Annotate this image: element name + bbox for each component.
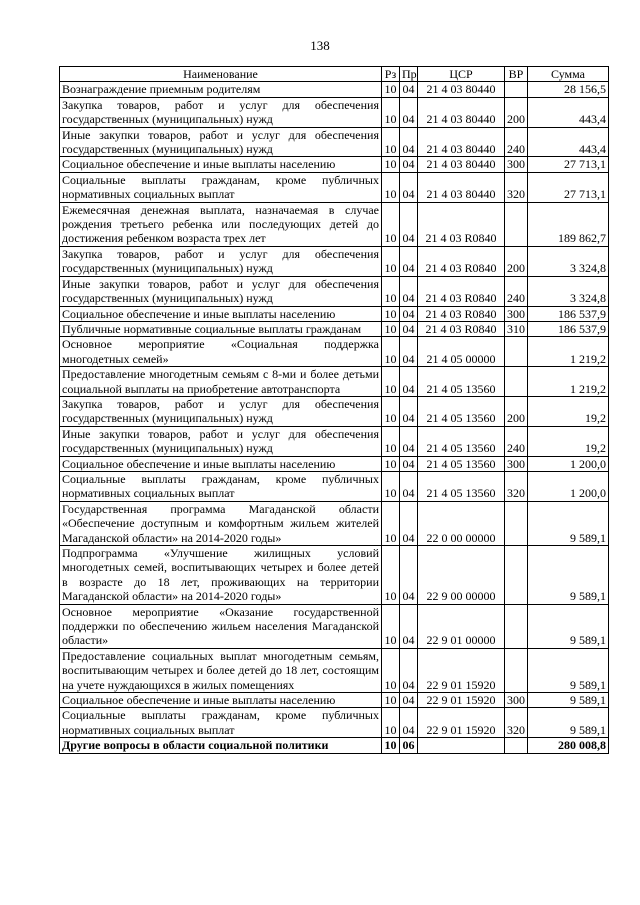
cell-name: Социальные выплаты гражданам, кроме публичных нормативных социальных выплат: [60, 708, 382, 738]
cell-csr: 22 9 01 00000: [418, 604, 505, 648]
header-pr: Пр: [400, 67, 418, 82]
table-row: [60, 396, 609, 426]
cell-csr: 21 4 03 80440: [418, 97, 505, 127]
cell-pr: 04: [400, 306, 418, 321]
cell-name: Закупка товаров, работ и услуг для обеспечения государственных (муниципальных) нужд: [60, 246, 382, 276]
table-total-row: [60, 738, 609, 753]
cell-csr: 21 4 03 R0840: [418, 321, 505, 336]
cell-name: Предоставление многодетным семьям с 8-ми и более детьми социальной выплаты на приобретение автотранспорта: [60, 367, 382, 397]
cell-sum: 186 537,9: [528, 321, 609, 336]
cell-sum: 186 537,9: [528, 306, 609, 321]
cell-pr: 04: [400, 321, 418, 336]
cell-rz: 10: [382, 426, 400, 456]
cell-name: Основное мероприятие «Социальная поддержка многодетных семей»: [60, 337, 382, 367]
header-csr: ЦСР: [418, 67, 505, 82]
cell-sum: 3 324,8: [528, 246, 609, 276]
table-row: [60, 708, 609, 738]
cell-csr: 21 4 03 R0840: [418, 276, 505, 306]
table-row: [60, 306, 609, 321]
cell-rz: 10: [382, 157, 400, 172]
cell-vr: 300: [505, 693, 528, 708]
cell-vr: 300: [505, 157, 528, 172]
cell-pr: 04: [400, 157, 418, 172]
cell-name: Социальные выплаты гражданам, кроме публичных нормативных социальных выплат: [60, 172, 382, 202]
cell-sum: 1 200,0: [528, 456, 609, 471]
cell-vr: 320: [505, 708, 528, 738]
cell-rz: 10: [382, 306, 400, 321]
table-row: [60, 337, 609, 367]
cell-rz: 10: [382, 738, 400, 753]
cell-vr: [505, 202, 528, 246]
cell-sum: 9 589,1: [528, 546, 609, 605]
cell-sum: 19,2: [528, 396, 609, 426]
cell-rz: 10: [382, 82, 400, 97]
table-row: [60, 172, 609, 202]
cell-name: Подпрограмма «Улучшение жилищных условий многодетных семей, воспитывающих четырех и более детей в возрасте до 18 лет, проживающих на территории Магаданской области» на 2014-2020 годы»: [60, 546, 382, 605]
cell-name: Государственная программа Магаданской области «Обеспечение доступным и комфортным жильем жителей Магаданской области» на 2014-2020 годы»: [60, 501, 382, 545]
cell-csr: 21 4 05 13560: [418, 471, 505, 501]
page-number: 138: [310, 38, 330, 53]
cell-name: Закупка товаров, работ и услуг для обеспечения государственных (муниципальных) нужд: [60, 396, 382, 426]
cell-sum: 3 324,8: [528, 276, 609, 306]
cell-vr: 310: [505, 321, 528, 336]
cell-sum: 27 713,1: [528, 172, 609, 202]
cell-pr: 04: [400, 337, 418, 367]
cell-sum: 27 713,1: [528, 157, 609, 172]
cell-pr: 04: [400, 471, 418, 501]
table-row: [60, 426, 609, 456]
cell-vr: [505, 367, 528, 397]
cell-vr: [505, 337, 528, 367]
cell-pr: 04: [400, 246, 418, 276]
cell-csr: 21 4 05 13560: [418, 426, 505, 456]
cell-pr: 04: [400, 202, 418, 246]
cell-rz: 10: [382, 97, 400, 127]
cell-csr: 21 4 03 R0840: [418, 246, 505, 276]
cell-pr: 06: [400, 738, 418, 753]
cell-sum: 443,4: [528, 97, 609, 127]
cell-csr: 21 4 05 13560: [418, 396, 505, 426]
cell-rz: 10: [382, 693, 400, 708]
cell-pr: 04: [400, 127, 418, 157]
cell-rz: 10: [382, 127, 400, 157]
cell-name: Предоставление социальных выплат многодетным семьям, воспитывающим четырех и более детей до 18 лет, состоящим на учете нуждающихся в жилых помещениях: [60, 648, 382, 692]
table-row: [60, 246, 609, 276]
cell-csr: 21 4 03 80440: [418, 157, 505, 172]
cell-pr: 04: [400, 276, 418, 306]
table-row: [60, 321, 609, 336]
cell-name: Социальное обеспечение и иные выплаты населению: [60, 306, 382, 321]
table-row: [60, 276, 609, 306]
cell-csr: [418, 738, 505, 753]
cell-pr: 04: [400, 426, 418, 456]
cell-sum: 9 589,1: [528, 501, 609, 545]
cell-csr: 21 4 03 80440: [418, 127, 505, 157]
cell-rz: 10: [382, 546, 400, 605]
cell-rz: 10: [382, 337, 400, 367]
cell-pr: 04: [400, 546, 418, 605]
table-row: [60, 202, 609, 246]
cell-rz: 10: [382, 456, 400, 471]
header-vr: ВР: [505, 67, 528, 82]
table-row: [60, 604, 609, 648]
table-row: [60, 456, 609, 471]
cell-pr: 04: [400, 693, 418, 708]
cell-name: Другие вопросы в области социальной политики: [60, 738, 382, 753]
table-header-row: [60, 67, 609, 82]
cell-csr: 21 4 05 13560: [418, 456, 505, 471]
table-row: [60, 157, 609, 172]
cell-vr: 200: [505, 246, 528, 276]
table-row: [60, 97, 609, 127]
cell-csr: 22 9 01 15920: [418, 693, 505, 708]
cell-csr: 21 4 03 80440: [418, 82, 505, 97]
cell-vr: [505, 648, 528, 692]
cell-sum: 9 589,1: [528, 708, 609, 738]
budget-table: [59, 66, 609, 754]
cell-rz: 10: [382, 367, 400, 397]
cell-vr: [505, 82, 528, 97]
cell-csr: 21 4 03 R0840: [418, 202, 505, 246]
cell-csr: 21 4 05 13560: [418, 367, 505, 397]
cell-sum: 1 200,0: [528, 471, 609, 501]
cell-name: Иные закупки товаров, работ и услуг для обеспечения государственных (муниципальных) нужд: [60, 127, 382, 157]
cell-name: Социальное обеспечение и иные выплаты населению: [60, 693, 382, 708]
cell-rz: 10: [382, 471, 400, 501]
cell-pr: 04: [400, 367, 418, 397]
cell-rz: 10: [382, 648, 400, 692]
cell-pr: 04: [400, 456, 418, 471]
cell-name: Основное мероприятие «Оказание государственной поддержки по обеспечению жильем населения Магаданской области»: [60, 604, 382, 648]
cell-vr: 240: [505, 426, 528, 456]
table-row: [60, 471, 609, 501]
cell-vr: [505, 604, 528, 648]
cell-pr: 04: [400, 396, 418, 426]
cell-sum: 28 156,5: [528, 82, 609, 97]
cell-name: Социальное обеспечение и иные выплаты населению: [60, 157, 382, 172]
cell-vr: 240: [505, 276, 528, 306]
cell-name: Иные закупки товаров, работ и услуг для обеспечения государственных (муниципальных) нужд: [60, 426, 382, 456]
cell-csr: 21 4 03 R0840: [418, 306, 505, 321]
cell-vr: 240: [505, 127, 528, 157]
cell-sum: 189 862,7: [528, 202, 609, 246]
cell-sum: 280 008,8: [528, 738, 609, 753]
cell-sum: 9 589,1: [528, 648, 609, 692]
cell-rz: 10: [382, 246, 400, 276]
cell-vr: 320: [505, 172, 528, 202]
table-row: [60, 127, 609, 157]
cell-pr: 04: [400, 82, 418, 97]
cell-rz: 10: [382, 276, 400, 306]
cell-rz: 10: [382, 396, 400, 426]
cell-sum: 443,4: [528, 127, 609, 157]
cell-sum: 9 589,1: [528, 693, 609, 708]
cell-pr: 04: [400, 172, 418, 202]
cell-csr: 22 0 00 00000: [418, 501, 505, 545]
cell-pr: 04: [400, 648, 418, 692]
cell-name: Иные закупки товаров, работ и услуг для обеспечения государственных (муниципальных) нужд: [60, 276, 382, 306]
header-sum: Сумма: [528, 67, 609, 82]
table-row: [60, 82, 609, 97]
cell-sum: 9 589,1: [528, 604, 609, 648]
cell-name: Вознаграждение приемным родителям: [60, 82, 382, 97]
cell-sum: 1 219,2: [528, 367, 609, 397]
table-row: [60, 367, 609, 397]
cell-rz: 10: [382, 604, 400, 648]
cell-vr: 200: [505, 396, 528, 426]
table-body: [60, 82, 609, 753]
cell-vr: 320: [505, 471, 528, 501]
cell-rz: 10: [382, 501, 400, 545]
table-row: [60, 546, 609, 605]
cell-name: Закупка товаров, работ и услуг для обеспечения государственных (муниципальных) нужд: [60, 97, 382, 127]
header-rz: Рз: [382, 67, 400, 82]
cell-pr: 04: [400, 97, 418, 127]
cell-vr: [505, 738, 528, 753]
cell-name: Ежемесячная денежная выплата, назначаемая в случае рождения третьего ребенка или последующих детей до достижения ребенком возраста трех лет: [60, 202, 382, 246]
table-row: [60, 648, 609, 692]
cell-vr: 300: [505, 306, 528, 321]
cell-vr: 200: [505, 97, 528, 127]
cell-pr: 04: [400, 708, 418, 738]
cell-csr: 22 9 01 15920: [418, 648, 505, 692]
cell-sum: 19,2: [528, 426, 609, 456]
cell-csr: 22 9 00 00000: [418, 546, 505, 605]
cell-name: Социальные выплаты гражданам, кроме публичных нормативных социальных выплат: [60, 471, 382, 501]
cell-rz: 10: [382, 172, 400, 202]
cell-rz: 10: [382, 708, 400, 738]
table-row: [60, 693, 609, 708]
cell-pr: 04: [400, 501, 418, 545]
cell-rz: 10: [382, 202, 400, 246]
cell-vr: 300: [505, 456, 528, 471]
cell-name: Публичные нормативные социальные выплаты гражданам: [60, 321, 382, 336]
cell-pr: 04: [400, 604, 418, 648]
cell-name: Социальное обеспечение и иные выплаты населению: [60, 456, 382, 471]
cell-vr: [505, 546, 528, 605]
cell-rz: 10: [382, 321, 400, 336]
cell-csr: 21 4 05 00000: [418, 337, 505, 367]
cell-csr: 21 4 03 80440: [418, 172, 505, 202]
table-row: [60, 501, 609, 545]
cell-csr: 22 9 01 15920: [418, 708, 505, 738]
cell-vr: [505, 501, 528, 545]
cell-sum: 1 219,2: [528, 337, 609, 367]
header-name: Наименование: [60, 67, 382, 82]
